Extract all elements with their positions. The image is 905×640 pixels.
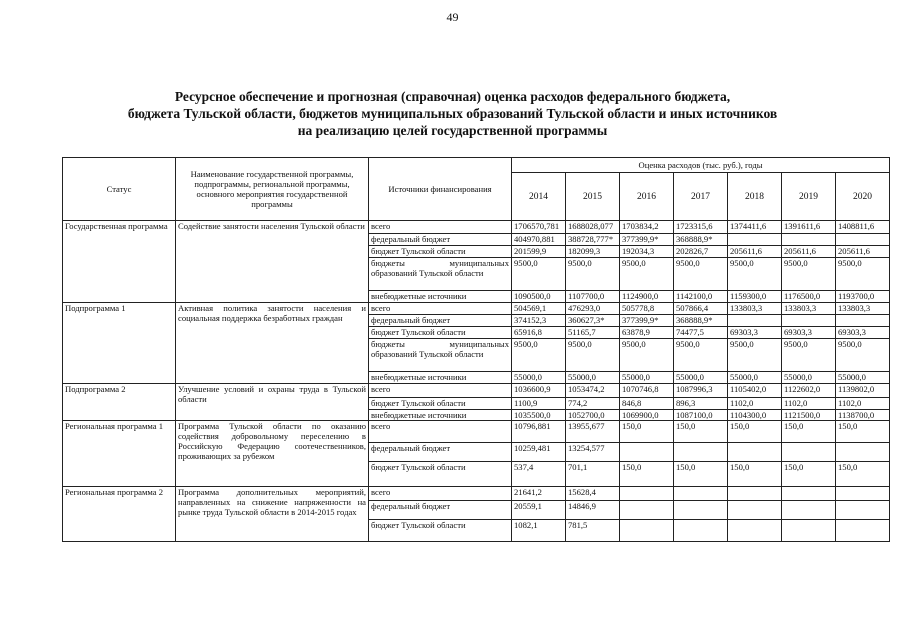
value-cell	[620, 520, 674, 542]
value-cell: 150,0	[674, 421, 728, 443]
value-cell	[620, 487, 674, 501]
funding-source-cell: всего	[369, 303, 512, 315]
value-cell: 1374411,6	[728, 221, 782, 234]
value-cell: 65916,8	[512, 327, 566, 339]
value-cell: 1069900,0	[620, 410, 674, 421]
value-cell	[836, 520, 890, 542]
value-cell: 1082,1	[512, 520, 566, 542]
value-cell	[674, 501, 728, 520]
value-cell: 1159300,0	[728, 291, 782, 303]
value-cell: 150,0	[728, 421, 782, 443]
funding-source-cell: всего	[369, 221, 512, 234]
value-cell: 202826,7	[674, 246, 728, 258]
value-cell: 1688028,077	[566, 221, 620, 234]
value-cell: 1087996,3	[674, 384, 728, 398]
funding-source-cell: внебюджетные источники	[369, 372, 512, 384]
value-cell: 1102,0	[728, 398, 782, 410]
value-cell: 69303,3	[728, 327, 782, 339]
value-cell	[620, 443, 674, 462]
funding-source-cell: всего	[369, 487, 512, 501]
value-cell: 388728,777*	[566, 234, 620, 246]
value-cell: 374152,3	[512, 315, 566, 327]
value-cell: 504569,1	[512, 303, 566, 315]
value-cell: 150,0	[728, 462, 782, 487]
funding-source-cell: всего	[369, 421, 512, 443]
value-cell: 9500,0	[836, 258, 890, 291]
header-year: 2014	[512, 173, 566, 221]
value-cell: 63878,9	[620, 327, 674, 339]
funding-source-cell: федеральный бюджет	[369, 501, 512, 520]
value-cell: 9500,0	[512, 258, 566, 291]
value-cell: 476293,0	[566, 303, 620, 315]
value-cell: 150,0	[674, 462, 728, 487]
value-cell	[782, 234, 836, 246]
value-cell: 205611,6	[782, 246, 836, 258]
value-cell: 9500,0	[728, 339, 782, 372]
funding-source-cell: федеральный бюджет	[369, 443, 512, 462]
header-estimate: Оценка расходов (тыс. руб.), годы	[512, 158, 890, 173]
value-cell: 1703834,2	[620, 221, 674, 234]
value-cell: 9500,0	[782, 258, 836, 291]
title-line: на реализацию целей государственной программы	[297, 123, 608, 138]
value-cell: 1122602,0	[782, 384, 836, 398]
value-cell: 21641,2	[512, 487, 566, 501]
value-cell: 1121500,0	[782, 410, 836, 421]
value-cell: 9500,0	[674, 258, 728, 291]
program-name-cell: Содействие занятости населения Тульской области	[176, 221, 369, 303]
value-cell: 150,0	[836, 462, 890, 487]
table-row	[63, 487, 890, 501]
value-cell: 781,5	[566, 520, 620, 542]
status-cell: Подпрограмма 1	[63, 303, 176, 384]
value-cell	[728, 234, 782, 246]
header-year: 2015	[566, 173, 620, 221]
value-cell: 1138700,0	[836, 410, 890, 421]
page-number: 49	[446, 10, 459, 24]
value-cell	[836, 443, 890, 462]
value-cell: 201599,9	[512, 246, 566, 258]
value-cell	[728, 315, 782, 327]
value-cell: 774,2	[566, 398, 620, 410]
header-year: 2020	[836, 173, 890, 221]
value-cell: 55000,0	[836, 372, 890, 384]
value-cell: 537,4	[512, 462, 566, 487]
value-cell: 1723315,6	[674, 221, 728, 234]
value-cell: 150,0	[782, 462, 836, 487]
header-status: Статус	[63, 158, 176, 221]
value-cell: 150,0	[782, 421, 836, 443]
value-cell: 55000,0	[512, 372, 566, 384]
document-title	[40, 88, 865, 139]
value-cell: 1100,9	[512, 398, 566, 410]
value-cell: 13254,577	[566, 443, 620, 462]
program-name-cell: Программа дополнительных мероприятий, направленных на снижение напряженности на рынке труда Тульской области в 2014-2015 годах	[176, 487, 369, 542]
value-cell: 360627,3*	[566, 315, 620, 327]
value-cell: 15628,4	[566, 487, 620, 501]
funding-source-cell: бюджет Тульской области	[369, 246, 512, 258]
header-year: 2017	[674, 173, 728, 221]
value-cell: 9500,0	[566, 258, 620, 291]
value-cell: 133803,3	[836, 303, 890, 315]
value-cell: 1124900,0	[620, 291, 674, 303]
table-row	[63, 384, 890, 398]
value-cell	[782, 487, 836, 501]
value-cell: 1176500,0	[782, 291, 836, 303]
value-cell: 1090500,0	[512, 291, 566, 303]
value-cell: 368888,9*	[674, 234, 728, 246]
header-year: 2019	[782, 173, 836, 221]
funding-source-cell: федеральный бюджет	[369, 234, 512, 246]
value-cell: 404970,881	[512, 234, 566, 246]
value-cell: 1706570,781	[512, 221, 566, 234]
value-cell: 1053474,2	[566, 384, 620, 398]
value-cell: 377399,9*	[620, 234, 674, 246]
value-cell: 9500,0	[620, 258, 674, 291]
value-cell: 9500,0	[836, 339, 890, 372]
value-cell	[728, 443, 782, 462]
funding-source-cell: бюджет Тульской области	[369, 462, 512, 487]
header-name: Наименование государственной программы, подпрограммы, региональной программы, основного мероприятия государственной программы	[176, 158, 369, 221]
value-cell: 1102,0	[782, 398, 836, 410]
value-cell: 192034,3	[620, 246, 674, 258]
program-name-cell: Активная политика занятости населения и социальная поддержка безработных граждан	[176, 303, 369, 384]
value-cell	[782, 501, 836, 520]
status-cell: Региональная программа 1	[63, 421, 176, 487]
funding-source-cell: бюджет Тульской области	[369, 520, 512, 542]
value-cell: 55000,0	[782, 372, 836, 384]
value-cell	[728, 487, 782, 501]
value-cell: 9500,0	[512, 339, 566, 372]
value-cell: 1107700,0	[566, 291, 620, 303]
value-cell	[782, 315, 836, 327]
value-cell: 9500,0	[782, 339, 836, 372]
funding-source-cell: внебюджетные источники	[369, 291, 512, 303]
value-cell: 205611,6	[836, 246, 890, 258]
value-cell: 55000,0	[674, 372, 728, 384]
value-cell: 1035500,0	[512, 410, 566, 421]
value-cell: 1087100,0	[674, 410, 728, 421]
table-row	[63, 421, 890, 443]
funding-source-cell: всего	[369, 384, 512, 398]
value-cell: 55000,0	[620, 372, 674, 384]
value-cell: 9500,0	[728, 258, 782, 291]
value-cell	[674, 520, 728, 542]
value-cell: 13955,677	[566, 421, 620, 443]
value-cell	[836, 234, 890, 246]
value-cell	[728, 520, 782, 542]
value-cell: 368888,9*	[674, 315, 728, 327]
value-cell: 182099,3	[566, 246, 620, 258]
value-cell	[836, 315, 890, 327]
title-line: Ресурсное обеспечение и прогнозная (справочная) оценка расходов федерального бюджета,	[174, 89, 731, 104]
status-cell: Региональная программа 2	[63, 487, 176, 542]
value-cell: 1142100,0	[674, 291, 728, 303]
funding-source-cell: бюджеты муниципальных образований Тульской области	[369, 258, 512, 291]
value-cell: 1070746,8	[620, 384, 674, 398]
value-cell: 896,3	[674, 398, 728, 410]
value-cell: 1102,0	[836, 398, 890, 410]
value-cell: 69303,3	[836, 327, 890, 339]
value-cell: 9500,0	[566, 339, 620, 372]
value-cell: 133803,3	[782, 303, 836, 315]
value-cell	[782, 520, 836, 542]
value-cell: 1104300,0	[728, 410, 782, 421]
value-cell: 55000,0	[566, 372, 620, 384]
value-cell: 1391611,6	[782, 221, 836, 234]
value-cell	[674, 487, 728, 501]
value-cell: 150,0	[620, 421, 674, 443]
value-cell: 205611,6	[728, 246, 782, 258]
value-cell	[836, 501, 890, 520]
value-cell: 1193700,0	[836, 291, 890, 303]
value-cell: 9500,0	[674, 339, 728, 372]
value-cell: 20559,1	[512, 501, 566, 520]
funding-source-cell: бюджет Тульской области	[369, 398, 512, 410]
budget-table-body	[63, 221, 890, 542]
value-cell: 1052700,0	[566, 410, 620, 421]
value-cell	[674, 443, 728, 462]
status-cell: Государственная программа	[63, 221, 176, 303]
value-cell: 1139802,0	[836, 384, 890, 398]
value-cell: 701,1	[566, 462, 620, 487]
value-cell: 505778,8	[620, 303, 674, 315]
value-cell: 150,0	[620, 462, 674, 487]
status-cell: Подпрограмма 2	[63, 384, 176, 421]
program-name-cell: Программа Тульской области по оказанию содействия добровольному переселению в Российскую Федерацию соотечественников, проживающих за рубежом	[176, 421, 369, 487]
program-name-cell: Улучшение условий и охраны труда в Тульской области	[176, 384, 369, 421]
value-cell: 150,0	[836, 421, 890, 443]
funding-source-cell: внебюджетные источники	[369, 410, 512, 421]
funding-source-cell: федеральный бюджет	[369, 315, 512, 327]
value-cell: 10259,481	[512, 443, 566, 462]
value-cell: 55000,0	[728, 372, 782, 384]
value-cell	[620, 501, 674, 520]
value-cell: 133803,3	[728, 303, 782, 315]
value-cell: 846,8	[620, 398, 674, 410]
table-row	[63, 221, 890, 234]
value-cell	[728, 501, 782, 520]
budget-table	[62, 157, 890, 542]
header-year: 2018	[728, 173, 782, 221]
table-row	[63, 303, 890, 315]
value-cell: 1036600,9	[512, 384, 566, 398]
funding-source-cell: бюджет Тульской области	[369, 327, 512, 339]
value-cell: 74477,5	[674, 327, 728, 339]
value-cell	[836, 487, 890, 501]
value-cell: 10796,881	[512, 421, 566, 443]
value-cell: 1105402,0	[728, 384, 782, 398]
value-cell: 507866,4	[674, 303, 728, 315]
value-cell: 69303,3	[782, 327, 836, 339]
funding-source-cell: бюджеты муниципальных образований Тульской области	[369, 339, 512, 372]
value-cell	[782, 443, 836, 462]
header-source: Источники финансирования	[369, 158, 512, 221]
title-line: бюджета Тульской области, бюджетов муниципальных образований Тульской области и иных источников	[127, 106, 778, 121]
header-year: 2016	[620, 173, 674, 221]
value-cell: 377399,9*	[620, 315, 674, 327]
value-cell: 51165,7	[566, 327, 620, 339]
value-cell: 14846,9	[566, 501, 620, 520]
value-cell: 1408811,6	[836, 221, 890, 234]
value-cell: 9500,0	[620, 339, 674, 372]
